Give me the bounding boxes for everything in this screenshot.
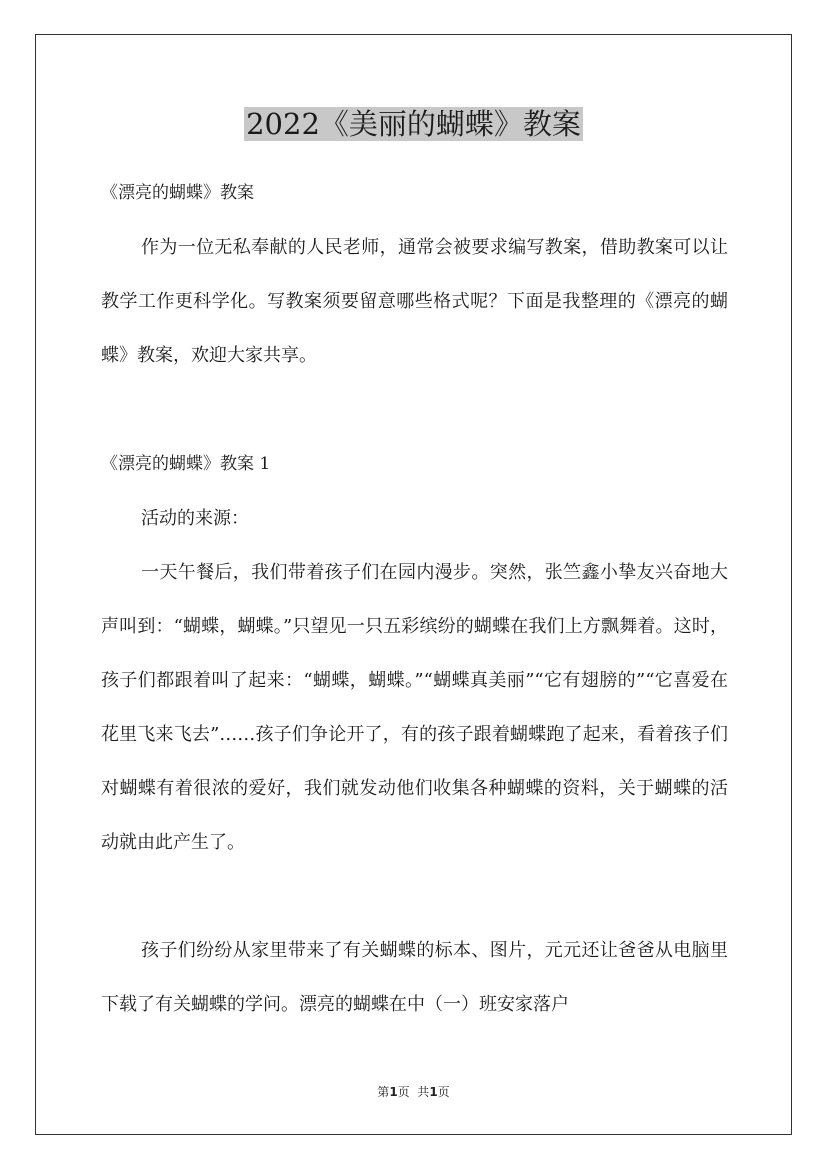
intro-paragraph: 作为一位无私奉献的人民老师，通常会被要求编写教案，借助教案可以让教学工作更科学化。写教案须要留意哪些格式呢？下面是我整理的《漂亮的蝴蝶》教案，欢迎大家共享。 [101, 237, 728, 366]
paragraph-2: 孩子们纷纷从家里带来了有关蝴蝶的标本、图片，元元还让爸爸从电脑里下载了有关蝴蝶的学问。漂亮的蝴蝶在中（一）班安家落户 [101, 940, 728, 1015]
footer-middle: 页 共 [397, 1085, 430, 1099]
section-label: 活动的来源： [141, 508, 249, 529]
subtitle: 《漂亮的蝴蝶》教案 [101, 183, 254, 203]
document-title [0, 104, 827, 144]
paragraph-1: 一天午餐后，我们带着孩子们在园内漫步。突然，张竺鑫小挚友兴奋地大声叫到：“蝴蝶，蝴蝶。”只望见一只五彩缤纷的蝴蝶在我们上方飘舞着。这时，孩子们都跟着叫了起来：“蝴蝶，蝴蝶。”“蝴蝶真美丽”“它有翅膀的”“它喜爱在花里飞来飞去”……孩子们争论开了，有的孩子跟着蝴蝶跑了起来，看着孩子们对蝴蝶有着很浓的爱好，我们就发动他们收集各种蝴蝶的资料，关于蝴蝶的活动就由此产生了。 [101, 562, 728, 853]
document-title-text: 2022《美丽的蝴蝶》教案 [246, 107, 581, 141]
footer-page-number: 1 [389, 1085, 398, 1099]
footer-suffix: 页 [437, 1085, 450, 1099]
section-title: 《漂亮的蝴蝶》教案 1 [101, 454, 271, 474]
footer-total-pages: 1 [429, 1085, 438, 1099]
footer-prefix: 第 [377, 1085, 390, 1099]
page-footer [0, 1083, 827, 1101]
